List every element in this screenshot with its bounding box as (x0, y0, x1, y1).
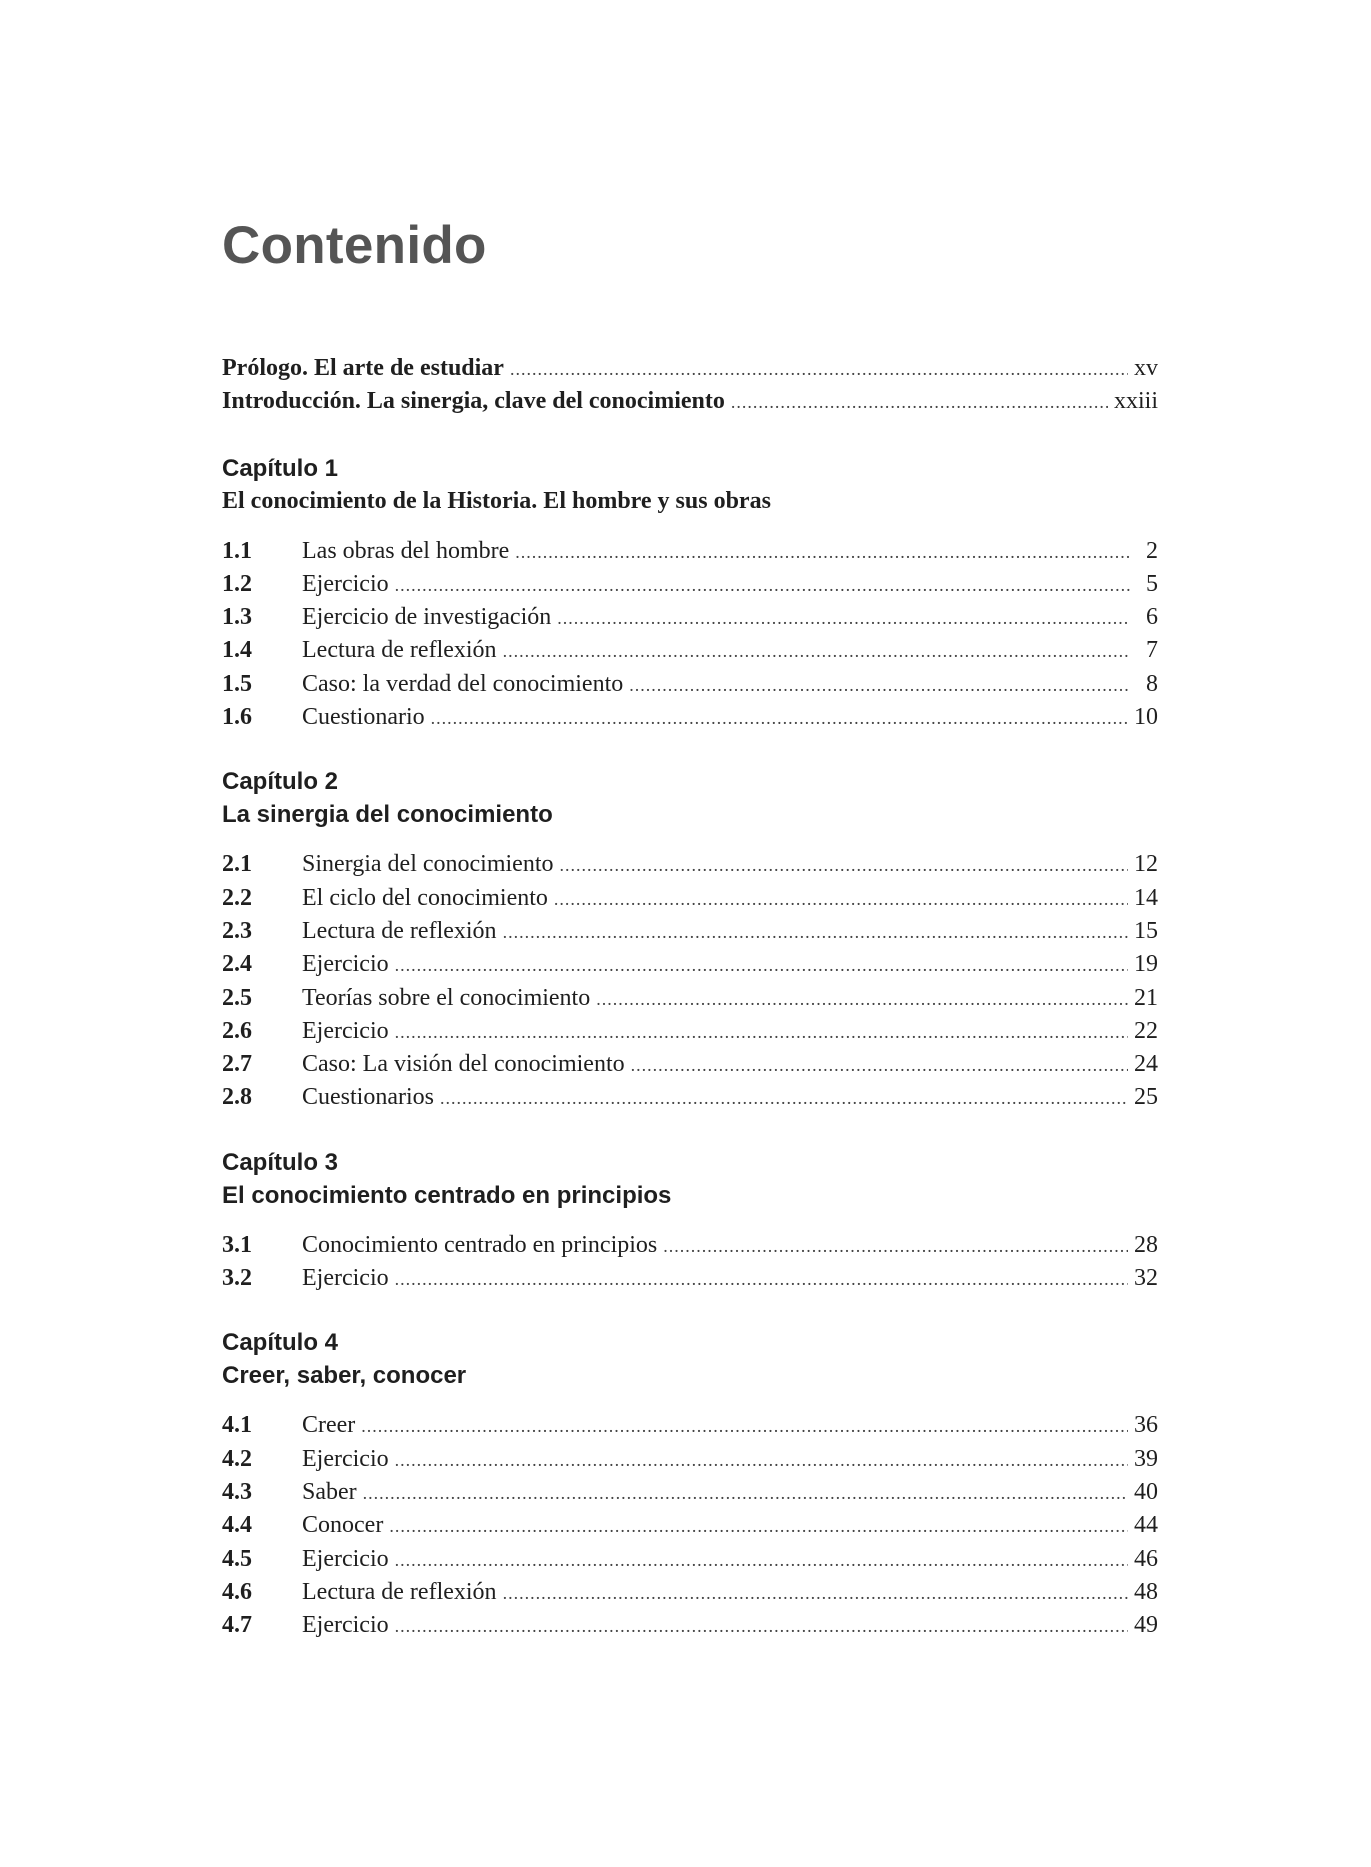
toc-entry-introduccion[interactable] (222, 385, 1158, 418)
toc-entry-number: 2.2 (222, 884, 252, 911)
dot-leader (395, 569, 1130, 602)
toc-entry-label: Conocimiento centrado en principios (302, 1231, 658, 1258)
toc-entry-number: 1.6 (222, 704, 252, 731)
toc-entry[interactable] (222, 601, 1158, 634)
toc-entry-number: 2.6 (222, 1017, 252, 1044)
toc-entry-number: 2.3 (222, 917, 252, 944)
toc-entry-label: Cuestionario (302, 704, 425, 731)
dot-leader (395, 1444, 1128, 1477)
toc-entry-number: 1.4 (222, 637, 252, 664)
toc-entry[interactable] (222, 1543, 1158, 1576)
toc-entry[interactable] (222, 1609, 1158, 1642)
dot-leader (596, 983, 1128, 1016)
toc-entry-page: 39 (1134, 1445, 1158, 1472)
toc-entry-label: Introducción. La sinergia, clave del conocimiento (222, 388, 725, 415)
dot-leader (503, 1577, 1128, 1610)
toc-entry[interactable] (222, 1443, 1158, 1476)
page-title: Contenido (222, 216, 487, 275)
toc-entry-number: 4.7 (222, 1612, 252, 1639)
toc-entry-label: Teorías sobre el conocimiento (302, 984, 591, 1011)
dot-leader (510, 353, 1128, 386)
toc-entry[interactable] (222, 882, 1158, 915)
toc-page (222, 210, 1158, 1673)
toc-entry[interactable] (222, 1509, 1158, 1542)
toc-entry[interactable] (222, 1576, 1158, 1609)
chapter-subtitle: El conocimiento de la Historia. El hombre y sus obras (222, 487, 771, 514)
toc-entry-page: 48 (1134, 1578, 1158, 1605)
dot-leader (731, 386, 1108, 419)
dot-leader (515, 536, 1130, 569)
toc-entry-label: Las obras del hombre (302, 537, 510, 564)
dot-leader (395, 1544, 1128, 1577)
chapter-subtitle: El conocimiento centrado en principios (222, 1181, 672, 1209)
toc-entry-prologo[interactable] (222, 352, 1158, 385)
toc-entry-page: 21 (1134, 984, 1158, 1011)
toc-entry-page: 22 (1134, 1017, 1158, 1044)
toc-entry-number: 2.5 (222, 984, 252, 1011)
toc-entry[interactable] (222, 948, 1158, 981)
dot-leader (631, 1049, 1128, 1082)
toc-entry[interactable] (222, 1409, 1158, 1442)
toc-entry-label: Ejercicio (302, 1445, 389, 1472)
toc-entry-label: Lectura de reflexión (302, 637, 497, 664)
dot-leader (663, 1230, 1128, 1263)
toc-entry-label: Ejercicio (302, 570, 389, 597)
chapter-subtitle: La sinergia del conocimiento (222, 801, 553, 829)
dot-leader (503, 635, 1130, 668)
toc-entry-label: El ciclo del conocimiento (302, 884, 548, 911)
toc-entry-page: 10 (1134, 704, 1158, 731)
toc-entry-page: 12 (1134, 851, 1158, 878)
toc-entry-number: 2.8 (222, 1084, 252, 1111)
toc-entry-label: Ejercicio de investigación (302, 604, 552, 631)
toc-entry-label: Ejercicio (302, 1612, 389, 1639)
toc-entry-number: 1.5 (222, 670, 252, 697)
toc-entry-number: 2.4 (222, 951, 252, 978)
toc-entry-number: 2.7 (222, 1051, 252, 1078)
toc-entry-page: 40 (1134, 1478, 1158, 1505)
toc-entry[interactable] (222, 535, 1158, 568)
toc-entry-number: 2.1 (222, 851, 252, 878)
toc-entry[interactable] (222, 1081, 1158, 1114)
toc-entry-label: Ejercicio (302, 1545, 389, 1572)
toc-entry-page: 24 (1134, 1051, 1158, 1078)
chapter-subtitle: Creer, saber, conocer (222, 1362, 467, 1390)
toc-entry[interactable] (222, 1476, 1158, 1509)
toc-entry-label: Conocer (302, 1512, 384, 1539)
toc-entry[interactable] (222, 701, 1158, 734)
toc-entry-page: 6 (1146, 604, 1158, 631)
toc-entry-page: 46 (1134, 1545, 1158, 1572)
chapter-2 (222, 765, 1158, 1114)
toc-entry[interactable] (222, 568, 1158, 601)
chapter-heading: Capítulo 2 (222, 768, 339, 796)
dot-leader (629, 669, 1130, 702)
toc-entry-label: Ejercicio (302, 951, 389, 978)
toc-entry[interactable] (222, 1015, 1158, 1048)
toc-entry[interactable] (222, 848, 1158, 881)
dot-leader (560, 849, 1129, 882)
toc-entry-label: Caso: La visión del conocimiento (302, 1051, 625, 1078)
toc-entry-page: 2 (1146, 537, 1158, 564)
toc-entry-number: 4.1 (222, 1412, 252, 1439)
toc-entry-number: 4.2 (222, 1445, 252, 1472)
chapter-heading: Capítulo 3 (222, 1148, 339, 1176)
toc-entry-number: 4.5 (222, 1545, 252, 1572)
toc-entry-number: 4.6 (222, 1578, 252, 1605)
toc-entry-page: 49 (1134, 1612, 1158, 1639)
toc-entry-page: 14 (1134, 884, 1158, 911)
dot-leader (361, 1410, 1128, 1443)
toc-entry-label: Ejercicio (302, 1265, 389, 1292)
toc-entry-number: 4.3 (222, 1478, 252, 1505)
dot-leader (395, 1610, 1128, 1643)
toc-entry-label: Caso: la verdad del conocimiento (302, 670, 624, 697)
toc-entry-number: 3.1 (222, 1231, 252, 1258)
toc-entry[interactable] (222, 1229, 1158, 1262)
toc-entry-page: 19 (1134, 951, 1158, 978)
toc-entry-label: Creer (302, 1412, 356, 1439)
toc-entry[interactable] (222, 634, 1158, 667)
toc-entry-number: 4.4 (222, 1512, 252, 1539)
toc-entry-page: 32 (1134, 1265, 1158, 1292)
toc-entry[interactable] (222, 668, 1158, 701)
toc-entry-page: 25 (1134, 1084, 1158, 1111)
dot-leader (389, 1510, 1128, 1543)
toc-entry-page: 36 (1134, 1412, 1158, 1439)
dot-leader (554, 883, 1128, 916)
dot-leader (395, 949, 1128, 982)
dot-leader (440, 1082, 1128, 1115)
toc-entry[interactable] (222, 1262, 1158, 1295)
toc-entry-page: xv (1134, 355, 1158, 381)
toc-entry-page: 7 (1146, 637, 1158, 664)
dot-leader (557, 602, 1130, 635)
toc-entry-page: 15 (1134, 917, 1158, 944)
chapter-1 (222, 452, 1158, 735)
toc-entry-page: xxiii (1113, 388, 1158, 415)
dot-leader (363, 1477, 1128, 1510)
toc-entry-label: Cuestionarios (302, 1084, 434, 1111)
toc-entry-page: 8 (1146, 670, 1158, 697)
chapter-3 (222, 1146, 1158, 1296)
toc-entry-label: Sinergia del conocimiento (302, 851, 554, 878)
front-matter (222, 352, 1158, 419)
chapter-heading: Capítulo 4 (222, 1329, 339, 1357)
dot-leader (395, 1263, 1128, 1296)
toc-entry-page: 5 (1146, 570, 1158, 597)
toc-entry[interactable] (222, 915, 1158, 948)
dot-leader (395, 1016, 1128, 1049)
toc-entry-number: 1.2 (222, 570, 252, 597)
toc-entry-number: 1.1 (222, 537, 252, 564)
toc-entry-label: Lectura de reflexión (302, 1578, 497, 1605)
toc-entry[interactable] (222, 982, 1158, 1015)
toc-entry-page: 44 (1134, 1512, 1158, 1539)
toc-entry-label: Ejercicio (302, 1017, 389, 1044)
dot-leader (503, 916, 1128, 949)
chapter-4 (222, 1326, 1158, 1642)
toc-entry-label: Lectura de reflexión (302, 917, 497, 944)
toc-entry-page: 28 (1134, 1231, 1158, 1258)
dot-leader (431, 702, 1128, 735)
toc-entry-label: Prólogo. El arte de estudiar (222, 355, 504, 381)
chapter-heading: Capítulo 1 (222, 454, 339, 482)
toc-entry-label: Saber (302, 1478, 357, 1505)
toc-entry-number: 3.2 (222, 1265, 252, 1292)
toc-entry-number: 1.3 (222, 604, 252, 631)
toc-entry[interactable] (222, 1048, 1158, 1081)
